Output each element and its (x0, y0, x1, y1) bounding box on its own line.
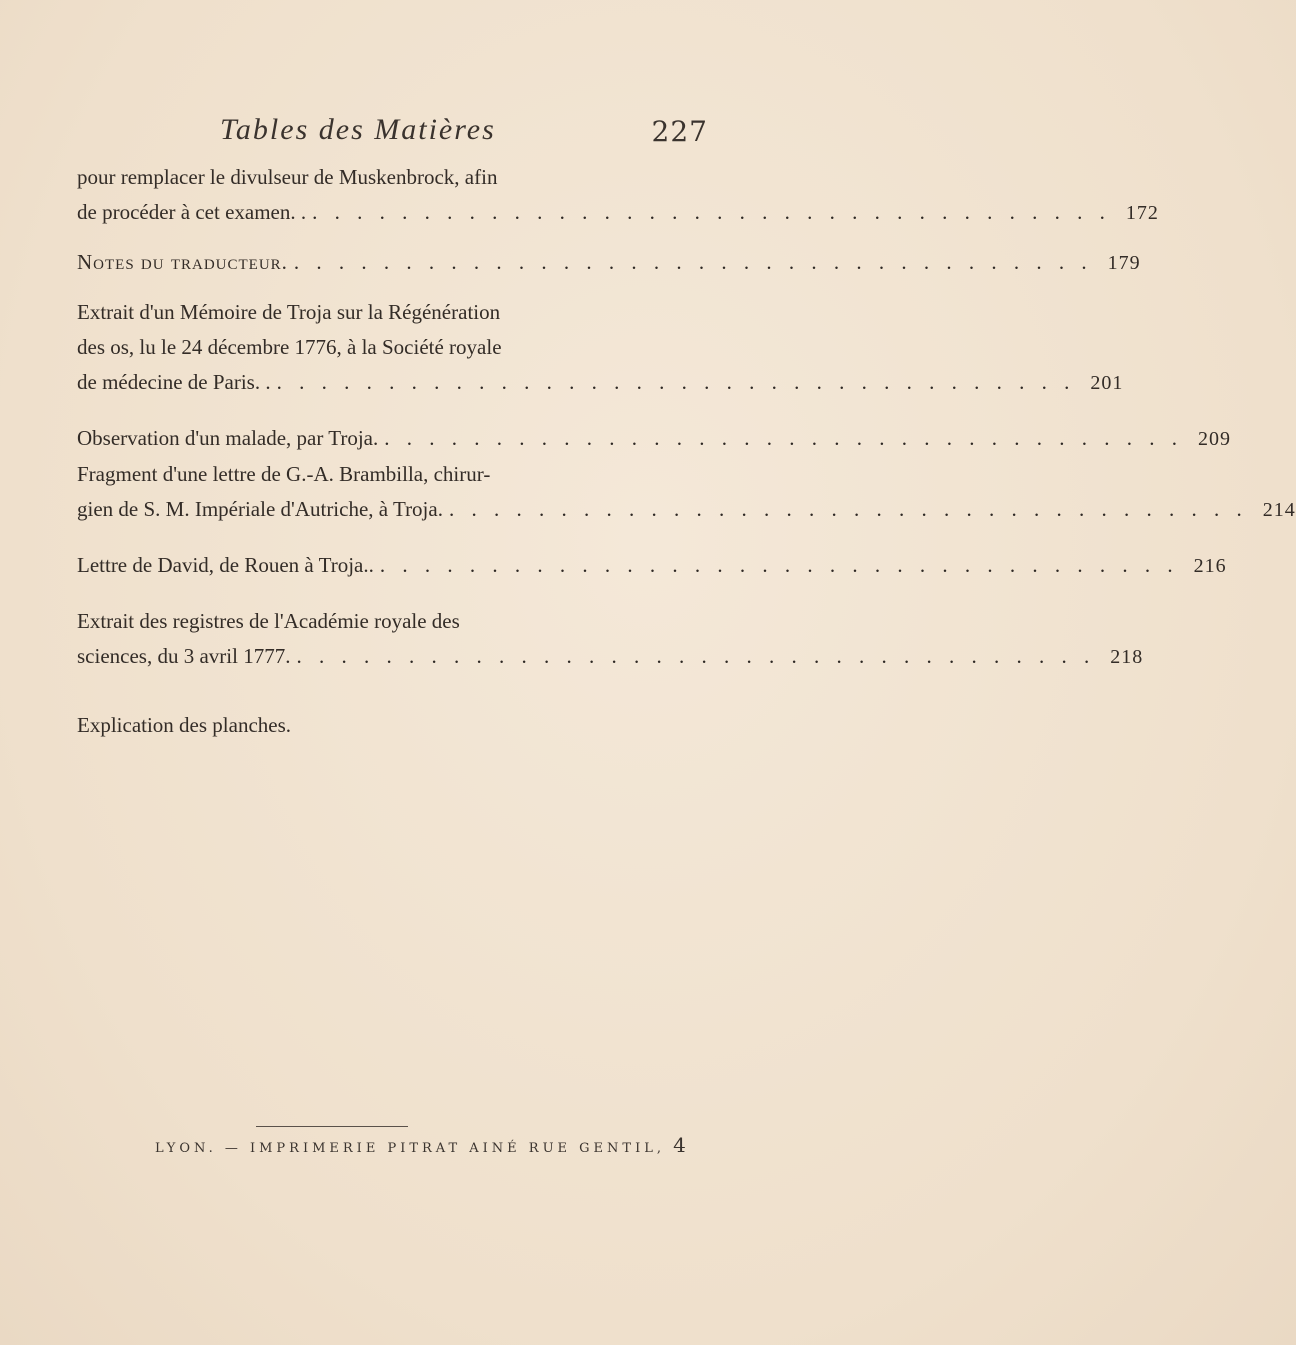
toc-entry-last-line (77, 492, 1296, 528)
printer-footer (0, 1126, 800, 1166)
dot-leader: . . . . . . . . . . . . . . . . . . . . . . . . . . . . . . . . . . . . (296, 644, 1096, 668)
imprint-line (155, 1133, 686, 1157)
toc-entry-last-line (77, 548, 1227, 584)
toc-entry-line: des os, lu le 24 décembre 1776, à la Société royale (77, 335, 502, 359)
toc-entry (77, 548, 1227, 584)
toc-entry-last-line (77, 639, 1144, 675)
toc-entry-text: de médecine de Paris. . (77, 370, 271, 394)
footer-rule (256, 1126, 408, 1127)
toc-entry-text: Observation d'un malade, par Troja. (77, 426, 379, 450)
plates-explanation: Explication des planches. (77, 713, 292, 737)
toc-entry (77, 457, 1296, 528)
toc-entry-last-line (77, 365, 1124, 401)
toc-entry-text: Notes du traducteur. (77, 250, 288, 274)
toc-entry (77, 421, 1231, 457)
toc-entry (77, 604, 1144, 675)
toc-entry (77, 160, 1159, 231)
toc-entry (77, 245, 1141, 281)
toc-entry-text: Lettre de David, de Rouen à Troja.. (77, 553, 374, 577)
toc-entry-line: Extrait d'un Mémoire de Troja sur la Régénération (77, 300, 501, 324)
toc-entry-line: Fragment d'une lettre de G.-A. Brambilla, chirur- (77, 462, 491, 486)
toc-entry-page: 201 (1090, 372, 1124, 394)
dot-leader: . . . . . . . . . . . . . . . . . . . . . . . . . . . . . . . . . . . . (448, 497, 1248, 521)
toc-entry-page: 172 (1125, 202, 1159, 224)
dot-leader: . . . . . . . . . . . . . . . . . . . . . . . . . . . . . . . . . . . . (276, 370, 1076, 394)
toc-entry-line: pour remplacer le divulseur de Muskenbrock, afin (77, 165, 498, 189)
running-head (0, 113, 800, 153)
dot-leader: . . . . . . . . . . . . . . . . . . . . . . . . . . . . . . . . . . . . (293, 250, 1093, 274)
imprint-number: 4 (673, 1133, 686, 1157)
toc-entry-last-line (77, 421, 1231, 457)
dot-leader: . . . . . . . . . . . . . . . . . . . . . . . . . . . . . . . . . . . . (312, 200, 1111, 224)
toc-entry-page: 179 (1107, 252, 1141, 274)
toc-entry-last-line (77, 245, 1141, 281)
dot-leader: . . . . . . . . . . . . . . . . . . . . . . . . . . . . . . . . . . . . (379, 553, 1179, 577)
toc-entry-page: 214 (1262, 499, 1296, 521)
toc-entry-line: Extrait des registres de l'Académie royale des (77, 609, 460, 633)
toc-entry (77, 295, 1124, 401)
running-title: Tables des Matières (220, 113, 496, 146)
toc-entry-text: sciences, du 3 avril 1777. (77, 644, 291, 668)
page-number: 227 (651, 115, 708, 148)
toc-entry-text: gien de S. M. Impériale d'Autriche, à Troja. (77, 497, 443, 521)
toc-entry-page: 216 (1193, 555, 1227, 577)
toc-entry-text: de procéder à cet examen. . (77, 200, 307, 224)
table-of-contents (77, 160, 1296, 738)
toc-entry-last-line (77, 195, 1159, 231)
toc-entry-page: 218 (1110, 646, 1144, 668)
imprint-text: LYON. — IMPRIMERIE PITRAT AINÉ RUE GENTIL, (155, 1141, 665, 1156)
dot-leader: . . . . . . . . . . . . . . . . . . . . . . . . . . . . . . . . . . . . (384, 426, 1183, 450)
toc-entry-page: 209 (1197, 428, 1231, 450)
